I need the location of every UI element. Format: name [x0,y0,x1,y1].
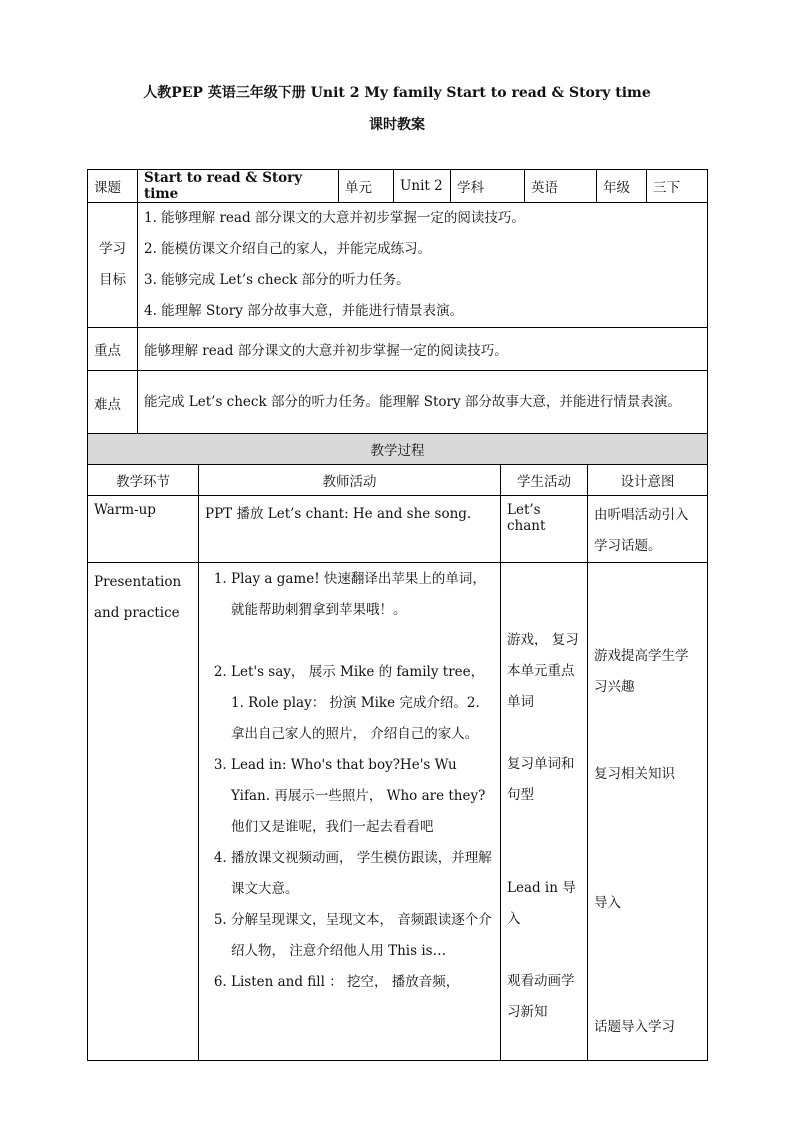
intent-item-3: 导入 [594,895,621,911]
goals-label-line1: 学习 [99,241,126,257]
presentation-student-activity [501,563,588,1061]
warmup-teacher-activity: PPT 播放 Let’s chant: He and she song. [199,496,501,563]
document-subtitle: 课时教案 [369,117,425,133]
grade-value: 三下 [647,170,708,203]
key-point-value: 能够理解 read 部分课文的大意并初步掌握一定的阅读技巧。 [138,328,708,371]
unit-label: 单元 [339,170,394,203]
document-title: 人教PEP 英语三年级下册 Unit 2 My family Start to read & Story time [143,85,651,101]
col-header-stage: 教学环节 [88,465,199,496]
col-header-intent: 设计意图 [588,465,708,496]
goals-label-line2: 目标 [99,272,126,288]
unit-value: Unit 2 [394,170,451,203]
topic-label: 课题 [88,170,138,203]
list-item: 5. 分解呈现课文，呈现文本， 音频跟读逐个介绍人物， 注意介绍他人用 This is… [231,905,494,967]
difficulty-value: 能完成 Let’s check 部分的听力任务。能理解 Story 部分故事大意，并能进行情景表演。 [138,371,708,435]
goals-label [88,203,138,328]
topic-value: Start to read & Story time [138,170,339,203]
grade-label: 年级 [597,170,647,203]
key-point-label: 重点 [88,328,138,371]
list-item: 1. Play a game! 快速翻译出苹果上的单词， 就能帮助刺猬拿到苹果哦！。 [231,564,494,626]
goals-content [138,203,708,328]
presentation-teacher-activity [199,563,501,1061]
list-item: 6. Listen and fill ： 挖空， 播放音频， [231,967,494,998]
table-row [88,563,708,1061]
subject-value: 英语 [525,170,597,203]
list-item: 2. Let's say， 展示 Mike 的 family tree， 1. Role play： 扮演 Mike 完成介绍。2. 拿出自己家人的照片， 介绍自己的家人。 [231,657,494,750]
presentation-intent [588,563,708,1061]
student-activity-2: 复习单词和句型 [507,756,575,803]
subject-label: 学科 [451,170,525,203]
student-activity-1: 游戏， 复习本单元重点单词 [507,632,579,710]
intent-item-1: 游戏提高学生学习兴趣 [594,648,689,695]
process-header: 教学过程 [88,434,708,465]
intent-item-4: 话题导入学习 [594,1019,675,1035]
student-activity-4: 观看动画学习新知 [507,973,575,1020]
intent-item-2: 复习相关知识 [594,766,675,782]
goal-item-4: 4. 能理解 Story 部分故事大意，并能进行情景表演。 [144,303,464,319]
goal-item-3: 3. 能够完成 Let’s check 部分的听力任务。 [144,272,410,288]
teaching-process-table [87,433,708,1061]
list-item: 3. Lead in: Who's that boy?He's Wu Yifan. 再展示一些照片， Who are they? 他们又是谁呢，我们一起去看看吧 [231,750,494,843]
presentation-stage-line2: and practice [94,605,180,621]
col-header-teacher: 教师活动 [199,465,501,496]
student-activity-3: Lead in 导入 [507,880,576,927]
table-row [88,496,708,563]
presentation-stage [88,563,199,1061]
lesson-info-table [87,169,708,435]
goal-item-1: 1. 能够理解 read 部分课文的大意并初步掌握一定的阅读技巧。 [144,210,525,226]
teacher-steps-list [205,564,494,998]
goal-item-2: 2. 能模仿课文介绍自己的家人，并能完成练习。 [144,241,432,257]
warmup-intent: 由听唱活动引入学习话题。 [588,496,708,563]
warmup-stage: Warm-up [88,496,199,563]
col-header-student: 学生活动 [501,465,588,496]
warmup-student-activity: Let’s chant [501,496,588,563]
presentation-stage-line1: Presentation [94,574,182,590]
list-item: 4. 播放课文视频动画， 学生模仿跟读，并理解课文大意。 [231,843,494,905]
difficulty-label: 难点 [88,371,138,435]
